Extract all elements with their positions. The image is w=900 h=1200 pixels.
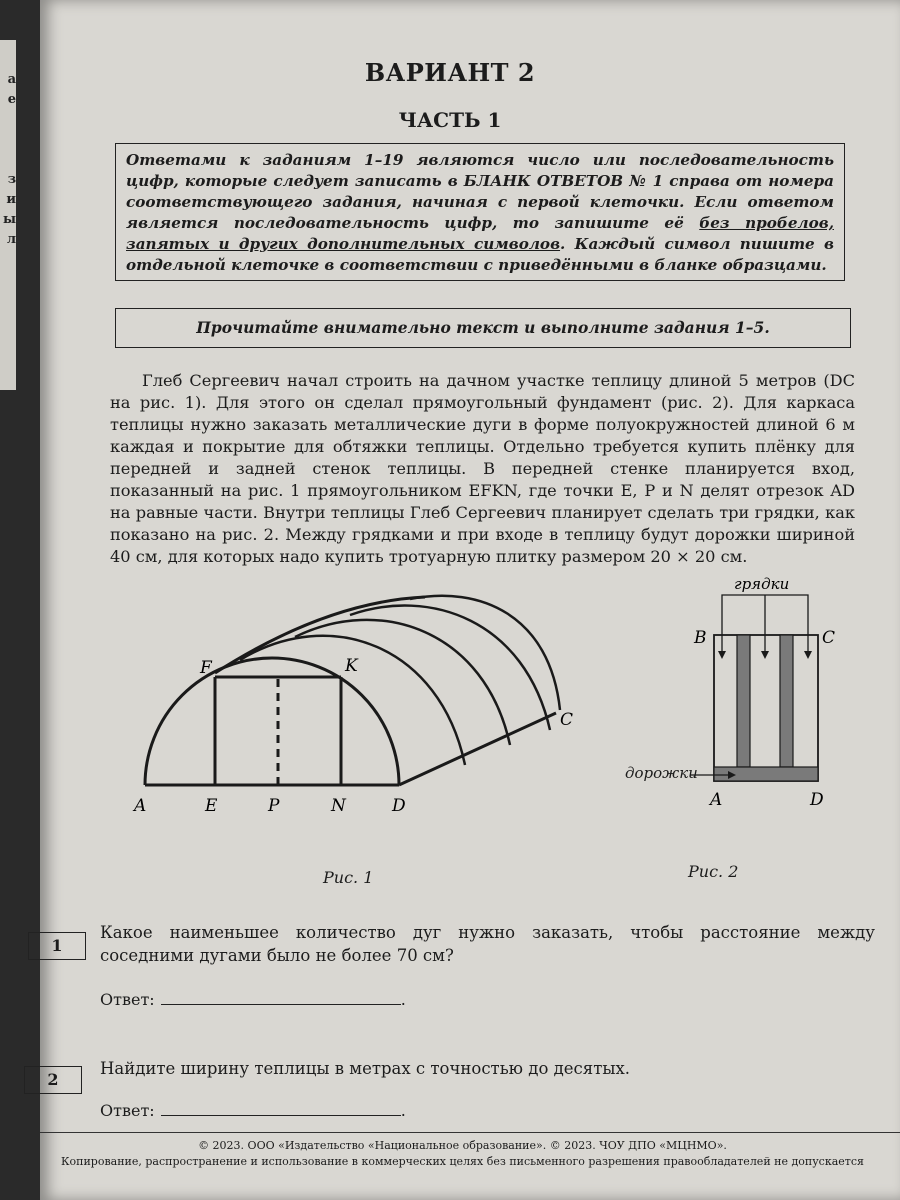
footer-notice: Копирование, распространение и использование в коммерческих целях без письменного разрешения правообладателей не допускается (61, 1155, 864, 1168)
arc-3 (295, 620, 510, 745)
question-number-1: 1 (28, 932, 86, 960)
answer-label-1: Ответ: (100, 990, 155, 1009)
label-F: F (200, 658, 212, 678)
label-E: E (205, 796, 218, 816)
label-C2: C (822, 628, 836, 648)
bed-arrow-left (718, 651, 726, 659)
edge-letter: з (7, 172, 16, 187)
label-K: K (345, 656, 358, 676)
path-left (737, 635, 750, 767)
answer-row-2: Ответ: . (100, 1101, 406, 1120)
read-note-text: Прочитайте внимательно текст и выполните задания 1–5. (196, 318, 770, 337)
part-title: ЧАСТЬ 1 (398, 108, 502, 132)
problem-text (110, 370, 855, 568)
figure-2-caption: Рис. 2 (688, 862, 739, 881)
figure-1-caption: Рис. 1 (323, 868, 374, 887)
footer-copyright: © 2023. ООО «Издательство «Национальное образование». © 2023. ЧОУ ДПО «МЦНМО». (198, 1139, 727, 1152)
question-number-2: 2 (24, 1066, 82, 1094)
problem-paragraph: Глеб Сергеевич начал строить на дачном участке теплицу длиной 5 метров (DC на рис. 1). Для этого он сделал прямоугольный фундамент (рис. 2). Для каркаса теплицы нужно заказать металлические дуги в форме полуокружностей длиной 6 м каждая и покрытие для обтяжки теплицы. Отдельно требуется купить плёнку для передней и задней стенок теплицы. В передней стенке планируется вход, показанный на рис. 1 прямоугольником EFKN, где точки E, P и N делят отрезок AD на равные части. Внутри теплицы Глеб Сергеевич планирует сделать три грядки, как показано на рис. 2. Между грядками и при входе в теплицу будут дорожки шириной 40 см, для которых надо купить тротуарную плитку размером 20 × 20 см. (110, 371, 855, 566)
bed-arrow-right (804, 651, 812, 659)
instructions-text: Ответами к заданиям 1–19 являются число или последовательность цифр, которые следует записать в БЛАНК ОТВЕТОВ № 1 справа от номера соответствующего задания, начиная с первой клеточки. Если ответом является последовательность цифр, то запишите её (126, 151, 834, 232)
instructions-underlined: без пробелов, запятых и других дополнительных символов (126, 214, 834, 253)
edge-letter: и (6, 192, 16, 207)
label-N: N (331, 796, 346, 816)
answer-label-2: Ответ: (100, 1101, 155, 1120)
figure-2-plan (690, 575, 850, 815)
adjacent-page-edge (0, 40, 16, 390)
answer-field-2[interactable] (161, 1099, 401, 1116)
answer-row-1: Ответ: . (100, 990, 406, 1009)
label-P: P (268, 796, 280, 816)
bed-arrow-mid (761, 651, 769, 659)
figure-2-paths-label: дорожки (625, 764, 698, 782)
instructions-box (115, 143, 845, 281)
label-D: D (392, 796, 406, 816)
instructions-text-end: . Каждый символ пишите в отдельной клеточке в соответствии с приведёнными в бланке образцами. (126, 235, 834, 274)
edge-letter: ы (2, 212, 16, 227)
label-beds: грядки (734, 575, 790, 593)
read-note-box (115, 308, 851, 348)
label-A: A (134, 796, 147, 816)
label-B: B (694, 628, 707, 648)
variant-title: ВАРИАНТ 2 (364, 58, 536, 87)
path-right (780, 635, 793, 767)
footer-rule (40, 1132, 900, 1133)
answer-field-1[interactable] (161, 988, 401, 1005)
side-base-line (399, 713, 556, 785)
question-text-2: Найдите ширину теплицы в метрах с точностью до десятых. (100, 1059, 631, 1078)
label-C: C (560, 710, 574, 730)
figure-1-greenhouse (120, 585, 590, 825)
edge-letter: е (7, 92, 16, 107)
edge-letter: а (7, 72, 16, 87)
question-text-1: Какое наименьшее количество дуг нужно заказать, чтобы расстояние между соседними дугами было не более 70 см? (100, 923, 875, 965)
label-A2: A (710, 790, 723, 810)
edge-letter: л (6, 232, 16, 247)
label-D2: D (810, 790, 824, 810)
